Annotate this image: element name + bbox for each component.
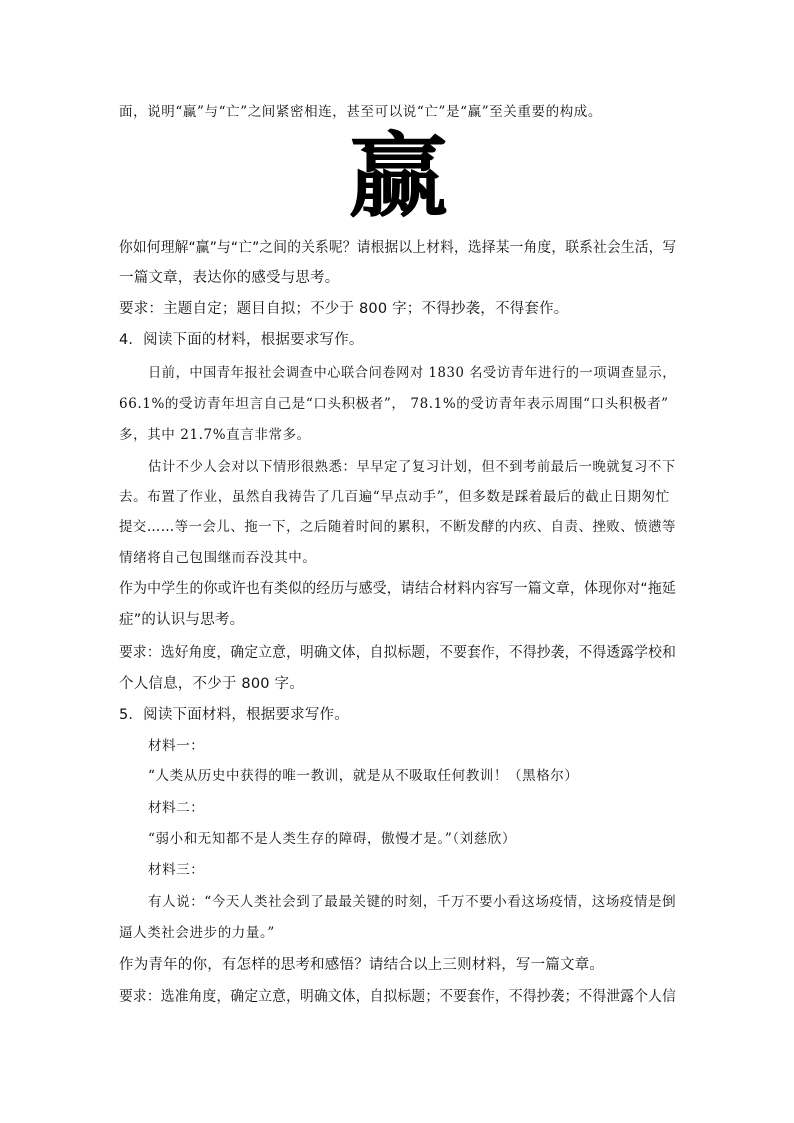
q3-requirement: 要求：主题自定；题目自拟；不少于 800 字；不得抄袭，不得套作。 xyxy=(119,301,569,317)
q4-prompt-line-2: 症”的认识与思考。 xyxy=(119,612,245,628)
q5-material-3-text-line-2: 逼人类社会进步的力量。” xyxy=(119,925,275,941)
q4-material-p2-line-3: 提交……等一会儿、拖一下，之后随着时间的累积，不断发酵的内疚、自责、挫败、愤懑等 xyxy=(119,519,677,535)
q4-requirement-line-2: 个人信息，不少于 800 字。 xyxy=(119,676,304,692)
q5-material-2-label: 材料二： xyxy=(148,800,205,816)
q5-material-2-text: “弱小和无知都不是人类生存的障碍，傲慢才是。”（刘慈欣） xyxy=(148,831,517,847)
q4-heading: 4．阅读下面的材料，根据要求写作。 xyxy=(119,332,364,348)
q4-material-p1-line-2: 66.1%的受访青年坦言自己是“口头积极者”， 78.1%的受访青年表示周围“口头积极者” xyxy=(119,396,669,412)
q5-material-1-text: “人类从历史中获得的唯一教训，就是从不吸取任何教训！（黑格尔） xyxy=(148,768,579,784)
q3-prompt-line-2: 一篇文章，表达你的感受与思考。 xyxy=(119,270,340,286)
q4-material-p1-line-1: 日前，中国青年报社会调查中心联合问卷网对 1830 名受访青年进行的一项调查显示， xyxy=(148,365,677,381)
q5-material-3-text-line-1: 有人说：“今天人类社会到了最最关键的时刻，千万不要小看这场疫情，这场疫情是倒 xyxy=(148,894,677,910)
q4-prompt-line-1: 作为中学生的你或许也有类似的经历与感受，请结合材料内容写一篇文章，体现你对“拖延 xyxy=(119,581,677,597)
q5-prompt: 作为青年的你，有怎样的思考和感悟？请结合以上三则材料，写一篇文章。 xyxy=(119,957,605,973)
q4-material-p1-line-3: 多，其中 21.7%直言非常多。 xyxy=(119,427,311,443)
q5-material-1-label: 材料一： xyxy=(148,738,205,754)
q4-requirement-line-1: 要求：选好角度，确定立意，明确文体，自拟标题，不要套作，不得抄袭，不得透露学校和 xyxy=(119,645,677,661)
q4-material-p2-line-2: 去。布置了作业，虽然自我祷告了几百遍“早点动手”，但多数是踩着最后的截止日期匆忙 xyxy=(119,489,670,505)
q5-material-3-label: 材料三： xyxy=(148,862,205,878)
calligraphy-image xyxy=(348,122,448,230)
q3-prompt-line-1: 你如何理解“赢”与“亡”之间的关系呢？请根据以上材料，选择某一角度，联系社会生活，写 xyxy=(119,240,677,256)
q5-requirement: 要求：选准角度，确定立意，明确文体，自拟标题；不要套作，不得抄袭；不得泄露个人信 xyxy=(119,989,677,1005)
q5-heading: 5．阅读下面材料，根据要求写作。 xyxy=(119,707,349,723)
q4-material-p2-line-1: 估计不少人会对以下情形很熟悉：早早定了复习计划，但不到考前最后一晚就复习不下 xyxy=(148,459,676,475)
intro-line: 面，说明“赢”与“亡”之间紧密相连，甚至可以说“亡”是“赢”至关重要的构成。 xyxy=(119,104,603,120)
q4-material-p2-line-4: 情绪将自己包围继而吞没其中。 xyxy=(119,550,317,566)
calligraphy-character: 赢 xyxy=(348,122,448,230)
